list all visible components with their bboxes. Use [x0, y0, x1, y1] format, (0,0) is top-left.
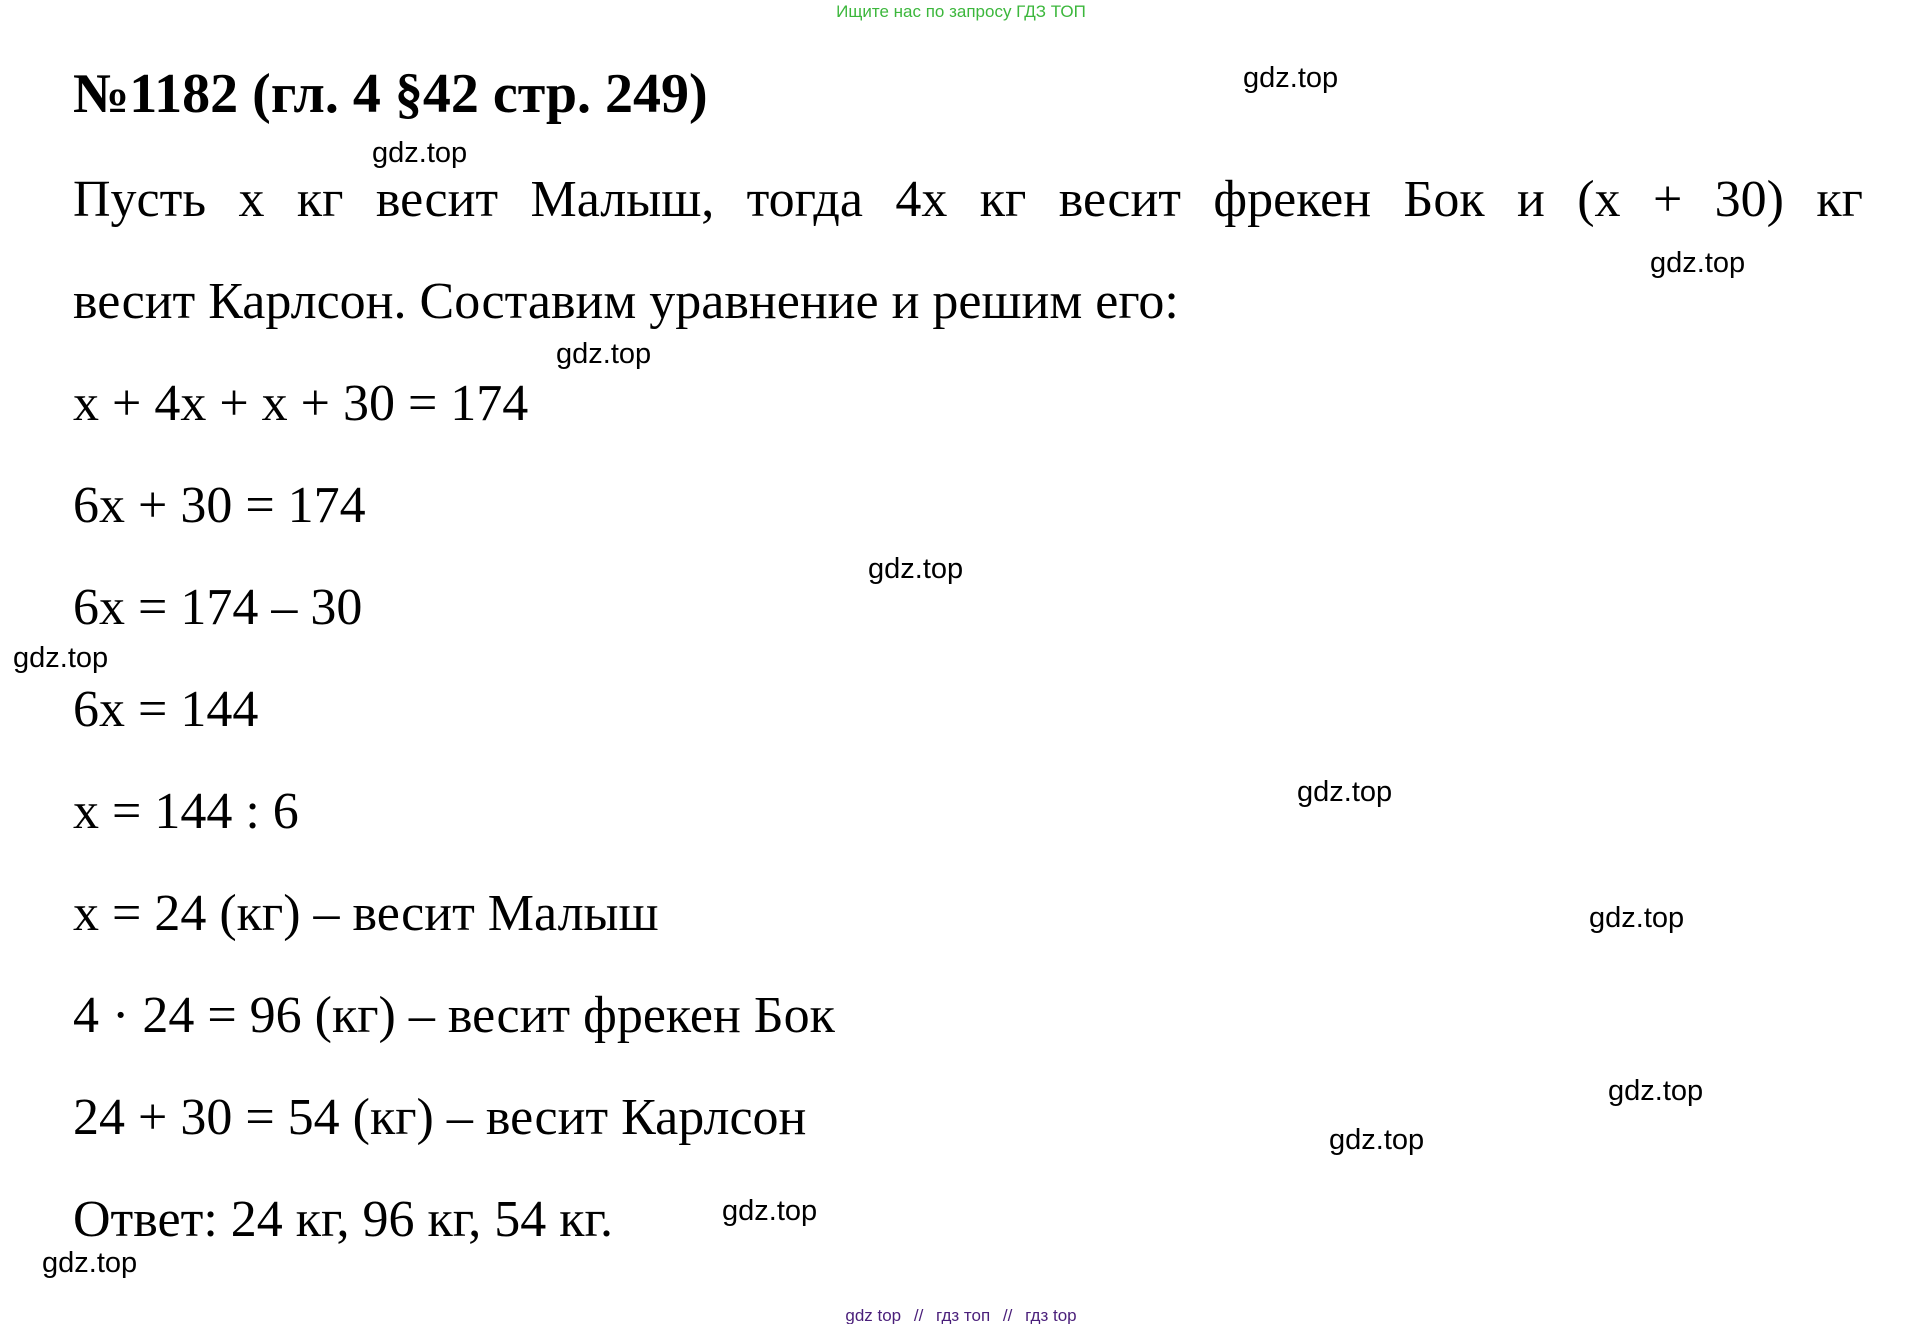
equation-step-1: х + 4х + х + 30 = 174 — [73, 375, 529, 432]
problem-heading: №1182 (гл. 4 §42 стр. 249) — [73, 63, 708, 125]
watermark: gdz.top — [1650, 247, 1746, 279]
watermark: gdz.top — [1589, 902, 1685, 934]
watermark: gdz.top — [372, 137, 468, 169]
equation-step-2: 6х + 30 = 174 — [73, 477, 366, 534]
watermark: gdz.top — [1297, 776, 1393, 808]
footer-link[interactable]: гдз топ — [936, 1306, 991, 1324]
watermark: gdz.top — [13, 642, 109, 674]
answer-line: Ответ: 24 кг, 96 кг, 54 кг. — [73, 1191, 613, 1248]
watermark: gdz.top — [1243, 62, 1339, 94]
watermark: gdz.top — [1329, 1124, 1425, 1156]
watermark: gdz.top — [722, 1195, 818, 1227]
solution-step-karlson: 24 + 30 = 54 (кг) – весит Карлсон — [73, 1089, 807, 1146]
solution-step-freken-bok: 4 · 24 = 96 (кг) – весит фрекен Бок — [73, 987, 835, 1044]
footer-separator: // — [913, 1306, 924, 1324]
search-hint: Ищите нас по запросу ГДЗ ТОП — [836, 2, 1086, 21]
footer-separator: // — [1002, 1306, 1013, 1324]
watermark: gdz.top — [868, 553, 964, 585]
equation-step-3: 6х = 174 – 30 — [73, 579, 363, 636]
watermark: gdz.top — [42, 1247, 138, 1279]
equation-step-5: х = 144 : 6 — [73, 783, 299, 840]
solution-step-malysh: х = 24 (кг) – весит Малыш — [73, 885, 659, 942]
intro-line-1: Пусть х кг весит Малыш, тогда 4х кг весит фрекен Бок и (х + 30) кг — [73, 171, 1863, 228]
equation-step-4: 6х = 144 — [73, 681, 259, 738]
watermark: gdz.top — [1608, 1075, 1704, 1107]
intro-line-2: весит Карлсон. Составим уравнение и решим его: — [73, 273, 1179, 330]
footer-link[interactable]: гдз top — [1025, 1306, 1077, 1324]
footer-link[interactable]: gdz top — [845, 1306, 902, 1324]
watermark: gdz.top — [556, 338, 652, 370]
footer-links — [0, 1306, 1922, 1324]
